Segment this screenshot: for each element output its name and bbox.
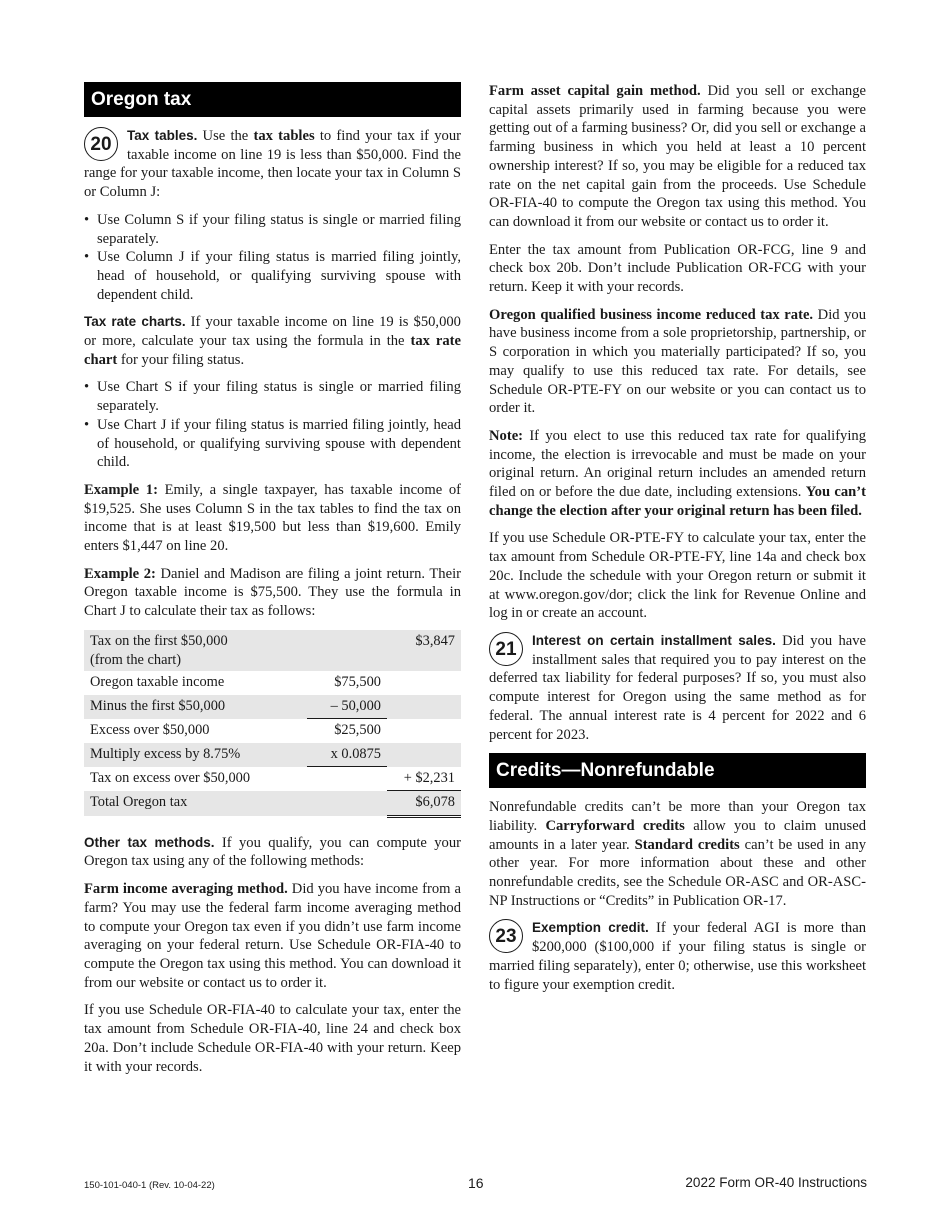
left-column <box>84 82 461 1085</box>
table-row: Excess over $50,000 $25,500 <box>90 721 381 739</box>
line-number-badge: 23 <box>489 919 523 953</box>
farm-income-averaging-paragraph: Farm income averaging method. Did you have income from a farm? You may use the federal farm income averaging method to compute your Oregon tax even if you didn’t use farm income averaging on your federal return. Use Schedule OR-FIA-40 to compute the Oregon tax using this method. You can download it from our website or contact us to order it. <box>84 881 461 991</box>
table-row: Tax on excess over $50,000 + $2,231 <box>84 767 461 791</box>
line-20-title: Tax tables. <box>127 128 198 143</box>
column-bullets <box>84 211 461 305</box>
example-1: Example 1: Emily, a single taxpayer, has taxable income of $19,525. She uses Column S in the tax tables to find the tax on income that is at least $19,500 but less than $19,600. Emily enters $1,447 on line 20. <box>84 481 461 555</box>
line-23-paragraph: 23 Exemption credit. If your federal AGI is more than $200,000 ($100,000 if your filing status is single or married filing separately), enter 0; otherwise, use this worksheet to figure your exemption credit. <box>489 920 866 993</box>
footer-page-number: 16 <box>468 1175 484 1191</box>
oregon-tax-heading: Oregon tax <box>84 82 461 117</box>
note-paragraph: Note: If you elect to use this reduced tax rate for qualifying income, the election is irrevocable and must be made on your original return. An original return includes an amended return filed on or before the due date, including extensions. You can’t change the election after your original return has been filed. <box>489 427 866 519</box>
table-row: Oregon taxable income $75,500 <box>90 674 381 691</box>
tax-rate-charts-paragraph: Tax rate charts. If your taxable income on line 19 is $50,000 or more, calculate your tax using the formula in the tax rate chart for your filing status. <box>84 314 461 368</box>
line-number-badge: 20 <box>84 127 118 161</box>
footer-form-code: 150-101-040-1 (Rev. 10-04-22) <box>84 1180 215 1191</box>
tax-rate-charts-title: Tax rate charts. <box>84 314 186 330</box>
line-20-paragraph: 20 Tax tables. Use the tax tables to find your tax if your taxable income on line 19 is less than $50,000. Find the range for your taxable income, then locate your tax in Column S or Column J: <box>84 128 462 201</box>
right-column <box>489 82 866 1003</box>
other-tax-methods-paragraph: Other tax methods. If you qualify, you can compute your Oregon tax using any of the following methods: <box>84 834 461 870</box>
credits-intro-paragraph: Nonrefundable credits can’t be more than your Oregon tax liability. Carryforward credits allow you to claim unused amounts in a later year. Standard credits can’t be used in any other year. For more information about these and other nonrefundable credits, see the Schedule OR-ASC and OR-ASC-NP Instructions or “Credits” in Publication OR-17. <box>489 799 867 909</box>
qbi-paragraph: Oregon qualified business income reduced tax rate. Did you have business income from a sole proprietorship, partnership, or S corporation in which you materially participated? If so, you may qualify to use this reduced tax rate. For details, see Schedule OR-PTE-FY on our website or you can contact us to order it. <box>489 306 867 417</box>
line-21-paragraph: 21 Interest on certain installment sales. Did you have installment sales that required you to pay interest on the deferred tax liability for federal purposes? If so, you must also compute interest for Oregon using the same method as for federal. The annual interest rate is 4 percent for 2022 and 6 percent for 2023. <box>489 632 866 743</box>
bullet-item: • Use Column J if your filing status is married filing jointly, head of household, or qualifying surviving spouse with dependent child. <box>84 248 461 304</box>
bullet-item: • Use Column S if your filing status is single or married filing separately. <box>84 211 461 248</box>
line-21-title: Interest on certain installment sales. <box>532 632 776 648</box>
example-2: Example 2: Daniel and Madison are filing a joint return. Their Oregon taxable income is $75,500. They use the formula in Chart J to calculate their tax as follows: <box>84 565 461 620</box>
table-row: Multiply excess by 8.75% x 0.0875 <box>84 743 461 767</box>
table-row: Total Oregon tax $6,078 <box>84 791 461 817</box>
footer-form-title: 2022 Form OR-40 Instructions <box>685 1175 867 1190</box>
table-row: Minus the first $50,000 – 50,000 <box>84 695 461 719</box>
farm-asset-paragraph: Farm asset capital gain method. Did you sell or exchange capital assets primarily used in farming because you were getting out of a farming business? Or, did you sell or exchange a farming business in which you held at least a 10 percent ownership interest? If so, you may be eligible for a reduced tax rate on the net capital gain from the proceeds. Use Schedule OR-FIA-40 to compute the Oregon tax using this method. You can download it from our website or contact us to order it. <box>489 83 867 230</box>
tax-calculation-table <box>84 630 461 818</box>
fcg-enter-paragraph: Enter the tax amount from Publication OR-FCG, line 9 and check box 20b. Don’t include Publication OR-FCG with your return. Keep it with your records. <box>489 241 866 296</box>
line-number-badge: 21 <box>489 632 523 666</box>
bullet-item: • Use Chart J if your filing status is married filing jointly, head of household, or qualifying surviving spouse with dependent child. <box>84 416 461 472</box>
pte-use-paragraph: If you use Schedule OR-PTE-FY to calculate your tax, enter the tax amount from Schedule OR-PTE-FY, line 14a and check box 20c. Include the schedule with your Oregon return or submit it at www.oregon.gov/dor; click the link for Revenue Online and log in or create an account. <box>489 530 866 622</box>
credits-heading: Credits—Nonrefundable <box>489 753 866 788</box>
bullet-item: • Use Chart S if your filing status is single or married filing separately. <box>84 378 461 415</box>
table-row: Tax on the first $50,000 (from the chart) $3,847 <box>84 630 461 671</box>
line-23-title: Exemption credit. <box>532 920 649 936</box>
chart-bullets <box>84 378 461 472</box>
fia-use-paragraph: If you use Schedule OR-FIA-40 to calculate your tax, enter the tax amount from Schedule OR-FIA-40, line 24 and check box 20a. Don’t include Schedule OR-FIA-40 with your return. Keep it with your records. <box>84 1002 461 1075</box>
